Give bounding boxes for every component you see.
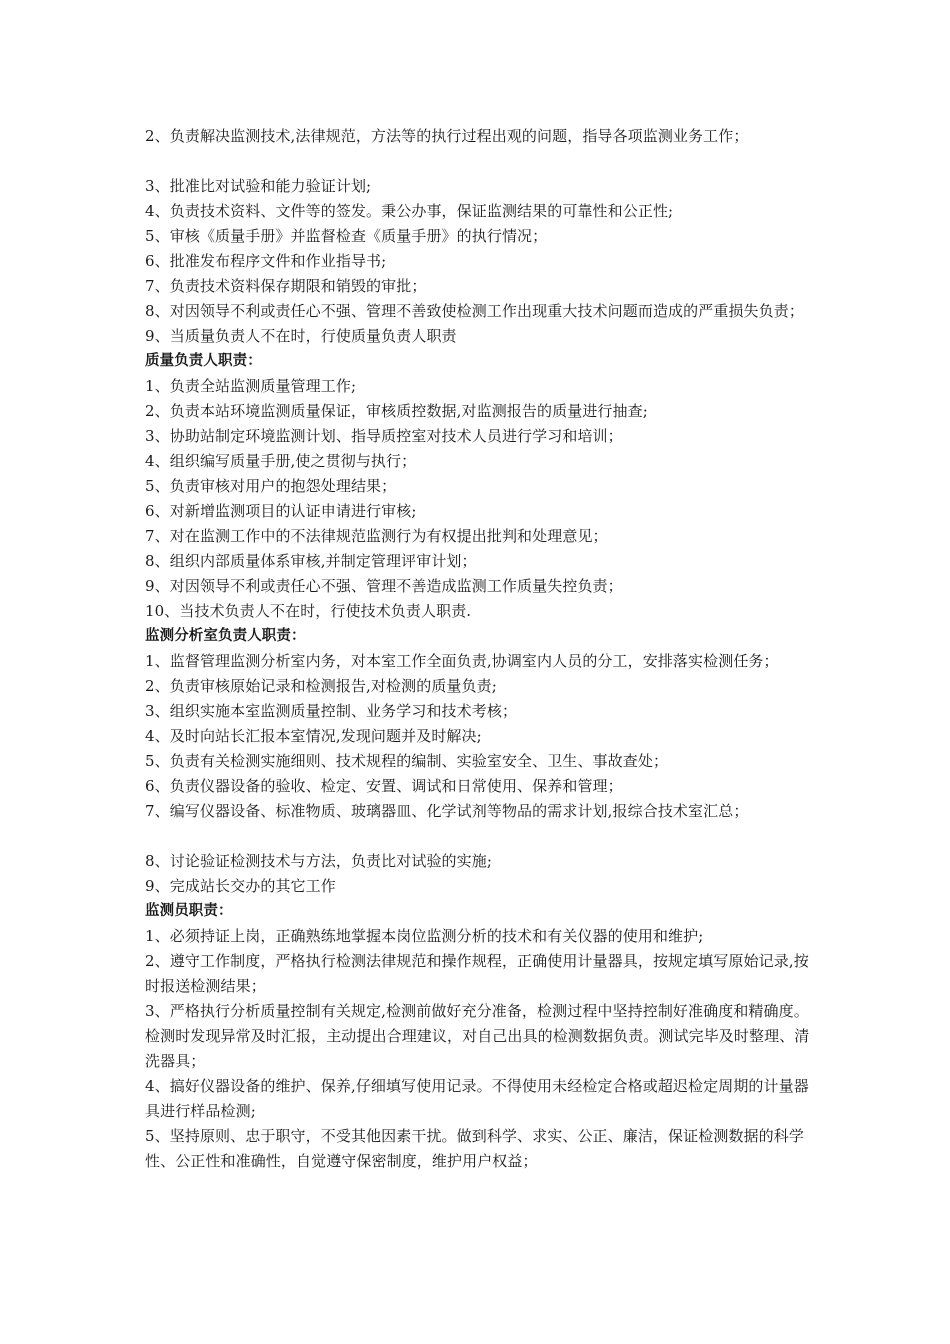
lab-item-4: 4、及时向站长汇报本室情况,发现问题并及时解决; [145, 727, 482, 745]
document-body [145, 124, 817, 1174]
tech-item-5: 5、审核《质量手册》并监督检查《质量手册》的执行情况； [145, 227, 548, 245]
staff-item-5: 5、坚持原则、忠于职守，不受其他因素干扰。做到科学、求实、公正、廉洁，保证检测数据的科学性、公正性和准确性，自觉遵守保密制度，维护用户权益； [145, 1127, 804, 1170]
tech-item-7: 7、负责技术资料保存期限和销毁的审批； [145, 277, 427, 295]
lab-item-5: 5、负责有关检测实施细则、技术规程的编制、实验室安全、卫生、事故查处； [145, 752, 669, 770]
quality-item-7: 7、对在监测工作中的不法律规范监测行为有权提出批判和处理意见； [145, 527, 608, 545]
quality-item-4: 4、组织编写质量手册,使之贯彻与执行； [145, 452, 417, 470]
quality-item-6: 6、对新增监测项目的认证申请进行审核; [145, 502, 417, 520]
lab-item-1: 1、监督管理监测分析室内务，对本室工作全面负责,协调室内人员的分工，安排落实检测任务； [145, 652, 779, 670]
tech-item-3: 3、批准比对试验和能力验证计划; [145, 177, 372, 195]
lab-item-9: 9、完成站长交办的其它工作 [145, 877, 336, 895]
staff-item-3: 3、严格执行分析质量控制有关规定,检测前做好充分准备，检测过程中坚持控制好准确度和精确度。检测时发现异常及时汇报，主动提出合理建议，对自己出具的检测数据负责。测试完毕及时整理、清洗器具； [145, 1002, 810, 1070]
lab-item-2: 2、负责审核原始记录和检测报告,对检测的质量负责; [145, 677, 497, 695]
lab-item-6: 6、负责仪器设备的验收、检定、安置、调试和日常使用、保养和管理； [145, 777, 623, 795]
quality-item-9: 9、对因领导不利或责任心不强、管理不善造成监测工作质量失控负责； [145, 577, 623, 595]
quality-heading: 质量负责人职责： [145, 353, 262, 369]
quality-item-3: 3、协助站制定环境监测计划、指导质控室对技术人员进行学习和培训； [145, 427, 623, 445]
lab-item-3: 3、组织实施本室监测质量控制、业务学习和技术考核； [145, 702, 518, 720]
lab-item-7: 7、编写仪器设备、标准物质、玻璃器皿、化学试剂等物品的需求计划,报综合技术室汇总； [145, 802, 749, 820]
lab-item-8: 8、讨论验证检测技术与方法，负责比对试验的实施; [145, 852, 492, 870]
quality-item-1: 1、负责全站监测质量管理工作; [145, 377, 357, 395]
tech-item-9: 9、当质量负责人不在时，行使质量负责人职责 [145, 327, 457, 345]
tech-item-8: 8、对因领导不利或责任心不强、管理不善致使检测工作出现重大技术问题而造成的严重损失负责； [145, 302, 804, 320]
staff-item-2: 2、遵守工作制度，严格执行检测法律规范和操作规程，正确使用计量器具，按规定填写原始记录,按时报送检测结果； [145, 952, 809, 995]
quality-item-8: 8、组织内部质量体系审核,并制定管理评审计划； [145, 552, 477, 570]
quality-item-2: 2、负责本站环境监测质量保证，审核质控数据,对监测报告的质量进行抽查; [145, 402, 648, 420]
lab-heading: 监测分析室负责人职责： [145, 628, 306, 644]
quality-item-10: 10、当技术负责人不在时，行使技术负责人职责. [145, 602, 472, 620]
staff-heading: 监测员职责： [145, 903, 233, 919]
quality-item-5: 5、负责审核对用户的抱怨处理结果； [145, 477, 397, 495]
tech-item-2: 2、负责解决监测技术,法律规范，方法等的执行过程出观的问题，指导各项监测业务工作； [145, 127, 749, 145]
staff-item-1: 1、必须持证上岗，正确熟练地掌握本岗位监测分析的技术和有关仪器的使用和维护; [145, 927, 704, 945]
staff-item-4: 4、搞好仪器设备的维护、保养,仔细填写使用记录。不得使用未经检定合格或超迟检定周期的计量器具进行样品检测; [145, 1077, 809, 1120]
tech-item-4: 4、负责技术资料、文件等的签发。秉公办事，保证监测结果的可靠性和公正性; [145, 202, 674, 220]
tech-item-6: 6、批准发布程序文件和作业指导书; [145, 252, 387, 270]
